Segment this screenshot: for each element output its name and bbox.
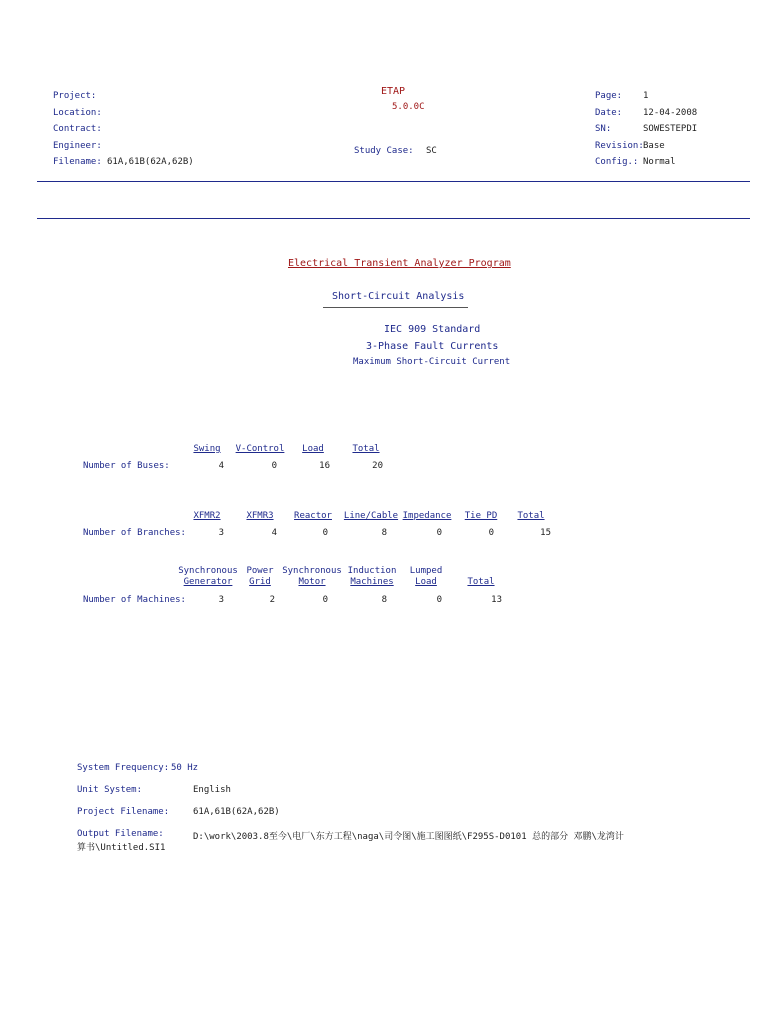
header-divider-bottom — [37, 218, 750, 219]
machines-header-top-induction: Induction — [347, 566, 397, 576]
branches-header-tiepd: Tie PD — [464, 511, 498, 521]
project-label: Project: — [53, 91, 97, 101]
buses-header-load: Load — [302, 444, 324, 454]
unit-system-value: English — [193, 785, 231, 795]
branches-value-reactor: 0 — [322, 528, 328, 538]
machines-value-induction: 8 — [381, 595, 387, 605]
machines-header-top-lumped: Lumped — [409, 566, 443, 576]
config-value: Normal — [643, 157, 676, 167]
unit-system-label: Unit System: — [77, 785, 143, 795]
buses-header-vcontrol: V-Control — [235, 444, 285, 454]
branches-label: Number of Branches: — [83, 528, 186, 538]
branches-value-xfmr2: 3 — [218, 528, 224, 538]
branches-header-xfmr3: XFMR3 — [246, 511, 274, 521]
app-name: ETAP — [381, 86, 406, 97]
frequency-label: System Frequency: — [77, 763, 170, 773]
machines-value-synmotor: 0 — [322, 595, 328, 605]
output-filename-label: Output Filename: — [77, 829, 164, 839]
branches-value-xfmr3: 4 — [271, 528, 277, 538]
output-filename-value: D:\work\2003.8至今\电厂\东方工程\naga\司令图\施工图图纸\F295S-D0101 总的部分 邓鹏\龙湾计 — [193, 832, 624, 842]
study-case-value: SC — [426, 146, 437, 156]
machines-header-syngen: Generator — [183, 577, 233, 587]
machines-header-top-syngen: Synchronous — [178, 566, 238, 576]
buses-value-swing: 4 — [218, 461, 224, 471]
engineer-label: Engineer: — [53, 141, 102, 151]
machines-header-total: Total — [467, 577, 495, 587]
revision-value: Base — [643, 141, 665, 151]
page-value: 1 — [643, 91, 649, 101]
buses-value-total: 20 — [372, 461, 383, 471]
buses-value-vcontrol: 0 — [271, 461, 277, 471]
branches-header-reactor: Reactor — [294, 511, 332, 521]
filename-value: 61A,61B(62A,62B) — [107, 157, 194, 167]
branches-value-impedance: 0 — [436, 528, 442, 538]
machines-header-synmotor: Motor — [298, 577, 326, 587]
config-label: Config.: — [595, 157, 639, 167]
analysis-title-underline — [323, 307, 468, 308]
page-label: Page: — [595, 91, 623, 101]
output-filename-continuation: 算书\Untitled.SI1 — [77, 843, 166, 853]
branches-header-linecable: Line/Cable — [343, 511, 399, 521]
branches-value-total: 15 — [540, 528, 551, 538]
machines-value-total: 13 — [491, 595, 502, 605]
project-filename-label: Project Filename: — [77, 807, 170, 817]
study-case-label: Study Case: — [354, 146, 414, 156]
branches-header-xfmr2: XFMR2 — [193, 511, 221, 521]
machines-header-grid: Grid — [249, 577, 271, 587]
project-filename-value: 61A,61B(62A,62B) — [193, 807, 280, 817]
machines-header-top-grid: Power — [246, 566, 274, 576]
machines-header-induction: Machines — [350, 577, 394, 587]
buses-header-total: Total — [352, 444, 380, 454]
machines-value-lumped: 0 — [436, 595, 442, 605]
buses-header-swing: Swing — [193, 444, 221, 454]
buses-value-load: 16 — [319, 461, 330, 471]
machines-value-syngen: 3 — [218, 595, 224, 605]
app-version: 5.0.0C — [392, 102, 425, 112]
date-label: Date: — [595, 108, 623, 118]
branches-header-total: Total — [517, 511, 545, 521]
date-value: 12-04-2008 — [643, 108, 698, 118]
buses-label: Number of Buses: — [83, 461, 170, 471]
location-label: Location: — [53, 108, 102, 118]
sn-value: SOWESTEPDI — [643, 124, 698, 134]
branches-value-linecable: 8 — [381, 528, 387, 538]
header-divider-top — [37, 181, 750, 182]
current-title: Maximum Short-Circuit Current — [353, 357, 511, 367]
machines-label: Number of Machines: — [83, 595, 186, 605]
branches-header-impedance: Impedance — [402, 511, 452, 521]
branches-value-tiepd: 0 — [488, 528, 494, 538]
frequency-value: 50 Hz — [171, 763, 199, 773]
program-title: Electrical Transient Analyzer Program — [288, 258, 511, 269]
machines-value-grid: 2 — [269, 595, 275, 605]
standard-title: IEC 909 Standard — [384, 324, 481, 335]
machines-header-lumped: Load — [415, 577, 437, 587]
filename-label: Filename: — [53, 157, 102, 167]
sn-label: SN: — [595, 124, 612, 134]
fault-title: 3-Phase Fault Currents — [366, 341, 499, 352]
revision-label: Revision: — [595, 141, 644, 151]
analysis-title: Short-Circuit Analysis — [332, 291, 465, 302]
machines-header-top-synmotor: Synchronous — [282, 566, 342, 576]
contract-label: Contract: — [53, 124, 102, 134]
